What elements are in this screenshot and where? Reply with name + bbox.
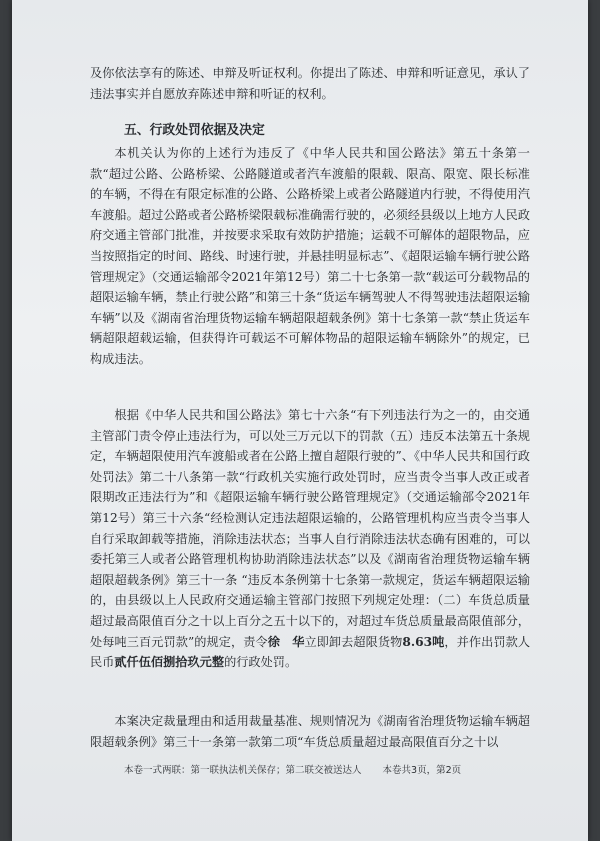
paragraph-discretion: 本案决定裁量理由和适用裁量基准、规则情况为《湖南省治理货物运输车辆超限超载条例》第三十一条第一款第二项“车货总质量超过最高限值百分之十以 [90,714,530,749]
penalty-basis-text: 根据《中华人民共和国公路法》第七十六条“有下列违法行为之一的，由交通主管部门责令停止违法行为，可以处三万元以下的罚款（五）违反本法第五十条规定，车辆超限使用汽车渡船或者在公路上擅自超限行驶的”、《中华人民共和国行政处罚法》第二十八条第一款“行政机关实施行政处罚时，应当责令当事人改正或者限期改正违法行为”和《超限运输车辆行驶公路管理规定》（交通运输部令2021年第12号）第三十六条“经检测认定违法超限运输的，公路管理机构应当责令当事人自行采取卸载等措施，消除违法状态；当事人自行消除违法状态确有困难的，可以委托第三人或者公路管理机构协助消除违法状态”以及《湖南省治理货物运输车辆超限超载条例》第三十一条 “违反本条例第十七条第一款规定，货运车辆超限运输的，由县级以上人民政府交通运输主管部门按照下列规定处理：（二）车货总质量超过最高限值百分之十以上百分之五十以下的，对超过车货总质量最高限值部分，处每吨三百元罚款”的规定，责令 [90,408,530,649]
unload-order-text: 立即卸去超限货物 [304,634,403,649]
document-page [12,0,588,841]
section-heading-penalty-basis: 五、行政处罚依据及决定 [124,123,265,138]
fine-amount: 贰仟伍佰捌拾玖元整 [114,655,225,670]
overload-weight: 8.63吨 [402,634,445,649]
paragraph-rights: 及你依法享有的陈述、申辩及听证权利。你提出了陈述、申辩和听证意见，承认了违法事实并自愿放弃陈述申辩和听证的权利。 [90,66,530,101]
penalty-closing-text: 的行政处罚。 [224,655,298,670]
page-footer [124,762,524,776]
page-number: 本卷共3页，第2页 [382,765,462,776]
paragraph-penalty-decision [90,405,530,673]
fine-intro-text: ，并作出罚款人民币 [90,634,531,670]
party-name: 徐 华 [267,634,305,649]
paragraph-violation: 本机关认为你的上述行为违反了《中华人民共和国公路法》第五十条第一款“超过公路、公路桥梁、公路隧道或者汽车渡船的限载、限高、限宽、限长标准的车辆，不得在有限定标准的公路、公路桥梁上或者公路隧道内行驶，不得使用汽车渡船。超过公路或者公路桥梁限载标准确需行驶的，必须经县级以上地方人民政府交通主管部门批准，并按要求采取有效防护措施；运载不可解体的超限物品，应当按照指定的时间、路线、时速行驶，并悬挂明显标志”、《超限运输车辆行驶公路管理规定》（交通运输部令2021年第12号）第二十七条第一款“载运可分载物品的超限运输车辆，禁止行驶公路”和第三十条“货运车辆驾驶人不得驾驶违法超限运输车辆”以及《湖南省治理货物运输车辆超限超载条例》第十七条第一款“禁止货运车辆超限超载运输，但获得许可载运不可解体物品的超限运输车辆除外”的规定，已构成违法。 [90,146,530,366]
copies-note: 本卷一式两联：第一联执法机关保存；第二联交被送达人 [124,765,362,776]
